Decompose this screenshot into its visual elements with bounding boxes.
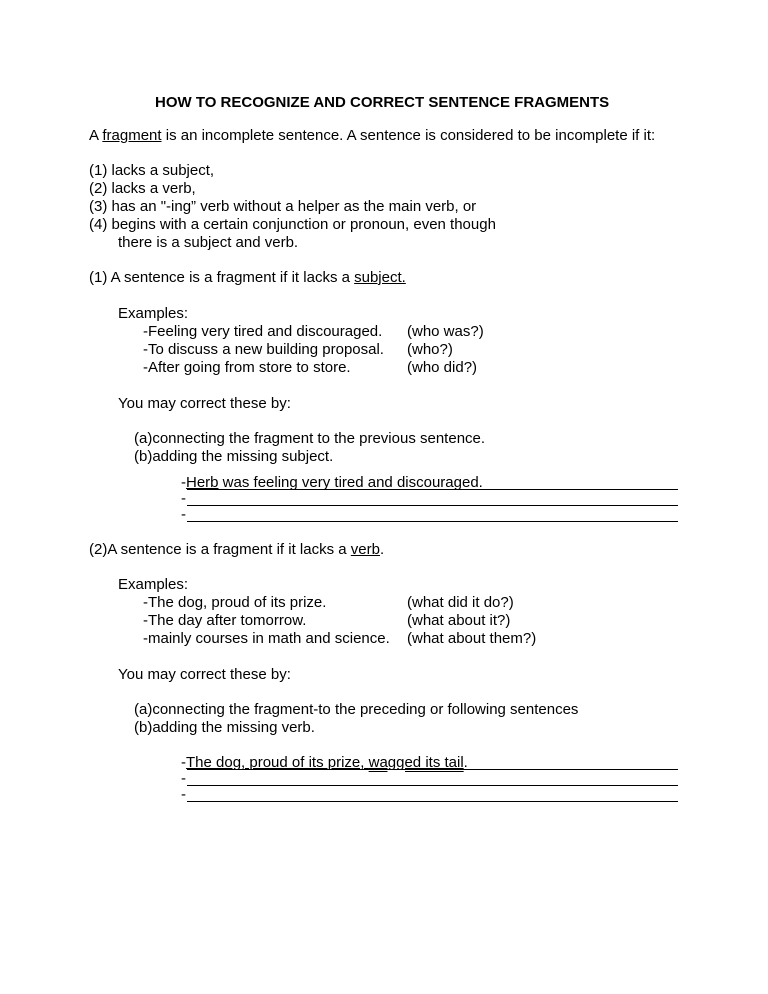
section2-method-a: (a)connecting the fragment-to the preceding or following sentences [134, 701, 579, 718]
section1-answer-word1: Herb [186, 474, 219, 491]
section1-heading [89, 269, 406, 287]
section1-example-1: -Feeling very tired and discouraged. [143, 323, 383, 340]
section1-blank-dash-1: - [181, 490, 186, 507]
section1-example-1-question: (who was?) [407, 323, 484, 340]
criteria-item-4: (4) begins with a certain conjunction or pronoun, even though [89, 216, 496, 233]
section1-answer-rest: was feeling very tired and discouraged. [218, 474, 483, 491]
section2-example-1: -The dog, proud of its prize. [143, 594, 327, 611]
section2-answer-text: The dog, proud of its prize, [186, 754, 369, 771]
criteria-item-4-continued: there is a subject and verb. [118, 234, 299, 251]
section1-heading-prefix: (1) A sentence is a fragment if it lacks a [89, 269, 355, 286]
section2-correct-intro: You may correct these by: [118, 666, 291, 683]
section1-method-b: (b)adding the missing subject. [134, 448, 334, 465]
section2-blank-dash-2: - [181, 786, 186, 803]
criteria-item-2: (2) lacks a verb, [89, 180, 196, 197]
section2-example-3: -mainly courses in math and science. [143, 630, 390, 647]
section2-heading-term: verb [350, 541, 380, 558]
section1-method-a: (a)connecting the fragment to the previous sentence. [134, 430, 486, 447]
section1-blank-line-2[interactable] [187, 521, 678, 522]
section1-answer-underline [187, 489, 678, 490]
section1-example-2: -To discuss a new building proposal. [143, 341, 384, 358]
section1-example-2-question: (who?) [407, 341, 453, 358]
section1-examples-label: Examples: [118, 305, 189, 322]
intro-term-fragment: fragment [102, 127, 162, 144]
section2-heading [89, 541, 384, 559]
section2-blank-line-1[interactable] [187, 785, 678, 786]
section2-example-2-question: (what about it?) [407, 612, 511, 629]
section1-correct-intro: You may correct these by: [118, 395, 291, 412]
intro-suffix: is an incomplete sentence. A sentence is considered to be incomplete if it: [161, 127, 656, 144]
intro-prefix: A [89, 127, 103, 144]
criteria-item-1: (1) lacks a subject, [89, 162, 215, 179]
section2-heading-suffix: . [379, 541, 385, 558]
section2-answer-underline [187, 769, 678, 770]
section2-heading-prefix: (2)A sentence is a fragment if it lacks a [89, 541, 351, 558]
section1-answer-dash: - [181, 474, 186, 491]
section1-example-3: -After going from store to store. [143, 359, 351, 376]
section2-example-3-question: (what about them?) [407, 630, 537, 647]
section1-blank-line-1[interactable] [187, 505, 678, 506]
section2-method-b: (b)adding the missing verb. [134, 719, 315, 736]
intro-sentence [89, 127, 655, 145]
section2-blank-line-2[interactable] [187, 801, 678, 802]
section2-answer-dash: - [181, 754, 186, 771]
criteria-item-3: (3) has an "-ing” verb without a helper as the main verb, or [89, 198, 477, 215]
section2-example-2: -The day after tomorrow. [143, 612, 307, 629]
section1-blank-dash-2: - [181, 506, 186, 523]
section2-example-1-question: (what did it do?) [407, 594, 514, 611]
section1-example-3-question: (who did?) [407, 359, 478, 376]
section2-blank-dash-1: - [181, 770, 186, 787]
section2-answer-verb: wagged its tail [368, 754, 464, 771]
section2-examples-label: Examples: [118, 576, 189, 593]
section2-answer-period: . [463, 754, 468, 771]
section1-heading-term: subject. [354, 269, 406, 286]
page-title: HOW TO RECOGNIZE AND CORRECT SENTENCE FRAGMENTS [155, 94, 610, 111]
